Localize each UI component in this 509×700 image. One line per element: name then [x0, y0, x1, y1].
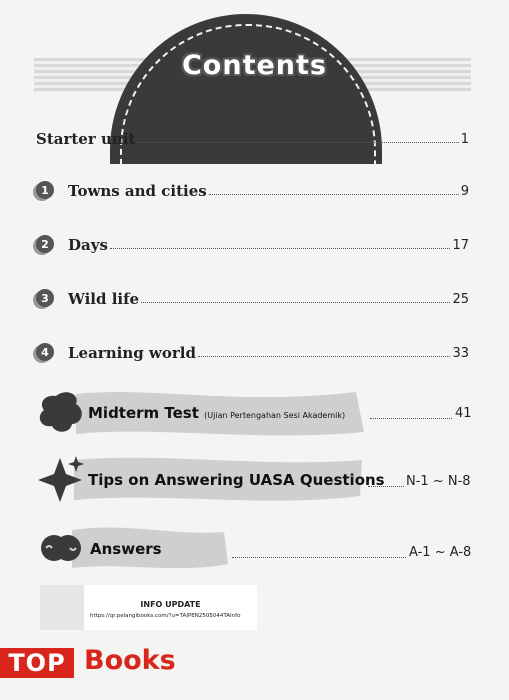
toc-label: Starter unit — [36, 130, 136, 148]
toc-leader — [368, 486, 404, 487]
toc-sublabel: (Ujian Pertengahan Sesi Akademik) — [204, 411, 346, 420]
toc-leader — [209, 194, 459, 195]
toc-page: 33 — [452, 346, 469, 361]
toc-label: Midterm Test — [88, 404, 199, 422]
unit-number-badge: 3 — [36, 289, 54, 307]
toc-row-unit-1[interactable] — [36, 176, 469, 202]
watermark-text: Books — [84, 645, 176, 676]
toc-leader — [141, 302, 450, 303]
toc-row-unit-4[interactable] — [36, 338, 469, 364]
qr-code-icon — [40, 585, 84, 630]
toc-label: Days — [68, 236, 108, 254]
toc-row-answers[interactable] — [90, 540, 162, 558]
toc-page: A-1 ~ A-8 — [409, 545, 472, 560]
toc-page: 9 — [460, 184, 469, 199]
info-title: INFO UPDATE — [140, 600, 201, 609]
toc-label: Learning world — [68, 344, 196, 362]
toc-leader — [137, 142, 458, 143]
toc-page: 1 — [460, 132, 469, 147]
toc-row-unit-2[interactable] — [36, 230, 469, 256]
toc-row-midterm[interactable] — [88, 404, 345, 422]
toc-row-tips[interactable] — [88, 471, 385, 489]
unit-number-badge: 2 — [36, 235, 54, 253]
toc-row-starter[interactable] — [36, 124, 469, 150]
watermark-badge: TOP — [0, 648, 74, 678]
toc-leader — [198, 356, 451, 357]
toc-row-unit-3[interactable] — [36, 284, 469, 310]
unit-number-badge: 1 — [36, 181, 54, 199]
toc-page: N-1 ~ N-8 — [406, 474, 471, 489]
toc-label: Tips on Answering UASA Questions — [88, 471, 385, 489]
info-update-box[interactable] — [40, 585, 257, 630]
toc-leader — [370, 418, 452, 419]
page-title: Contents — [181, 50, 327, 81]
toc-label: Towns and cities — [68, 182, 207, 200]
toc-page: 17 — [452, 238, 469, 253]
toc-leader — [110, 248, 451, 249]
info-url[interactable]: https://qr.pelangibooks.com/?u=TAIPEN2505044TAInfo — [90, 613, 241, 619]
unit-number-badge: 4 — [36, 343, 54, 361]
toc-page: 25 — [452, 292, 469, 307]
toc-page: 41 — [455, 406, 472, 421]
toc-label: Answers — [90, 540, 162, 558]
toc-label: Wild life — [68, 290, 140, 308]
toc-leader — [232, 557, 406, 558]
